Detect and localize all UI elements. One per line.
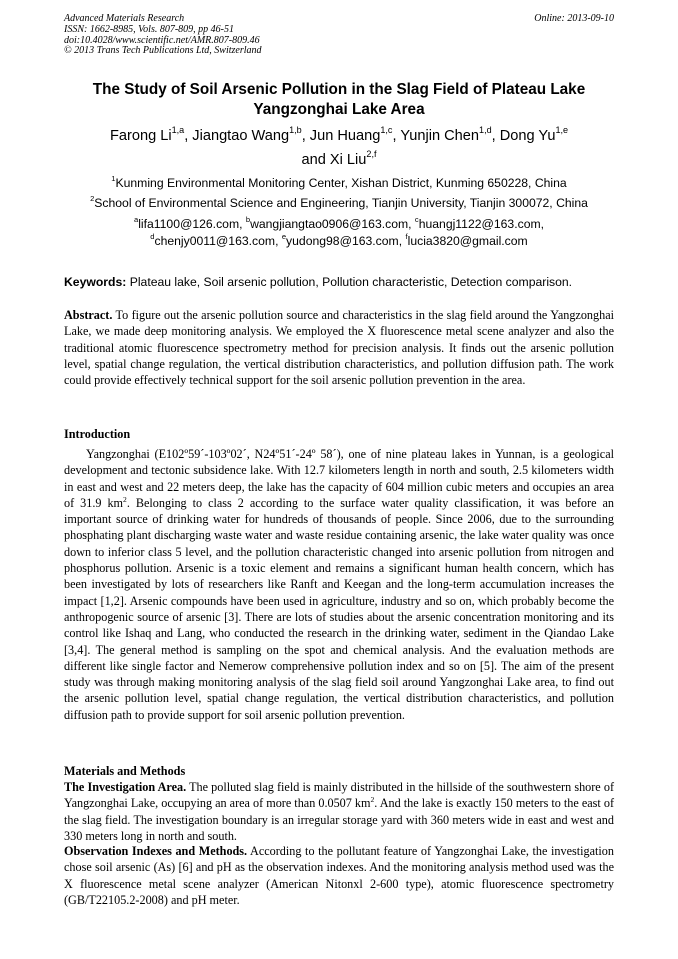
paper-title: The Study of Soil Arsenic Pollution in the Slag Field of Plateau Lake Yangzonghai Lake Area <box>92 81 586 118</box>
methods-heading: Materials and Methods <box>64 764 186 778</box>
copyright-line: © 2013 Trans Tech Publications Ltd, Switzerland <box>64 45 262 57</box>
author: Jun Huang$^{1,c}$, <box>309 125 401 144</box>
email-link[interactable]: $^a$lifa1100@126.com <box>133 215 240 231</box>
doi-line: doi:10.4028/www.scientific.net/AMR.807-809.46 <box>64 34 260 46</box>
introduction-paragraph: Yangzonghai (E102º59´-103º02´, N24º51´-24º 58´), one of nine plateau lakes in Yunnan, is a geological development and tectonic subsidence lake. With 12.7 kilometers length in north and south, 2.5 kilometers width in east and west and 22 meters deep, the lake has the capacity of 604 million cubic meters and occupies an area of 31.9 $km^2$. Belonging to class 2 according to the surface water quality classification, it was before an important source of drinking water for hundreds of thousands of people. Since 2006, due to the surrounding phosphating plant discharging waste water and waste residue containing arsenic, the lake water quality was once down to inferior class 5 level, and the pollution characteristic changed into arsenic pollution from nitrogen and phosphorus pollution. Arsenic is a toxic element and remains a significant human health concern, which has been investigated by lots of researchers like Ranft and Keegan and the long-term accumulation increases the impact [1,2]. Arsenic compounds have been used in agriculture, industry and so on, which probably become the anthropogenic source of arsenic [3]. There are lots of studies about the arsenic concentration monitoring and its control like Ishaq and Lang, who conducted the research in the drinking water, sediment in the Qiandao Lake [3,4]. The general method is sampling on the spot and chemical analysis. And the evaluation methods are different like single factor and Nemerow comprehensive pollution index and so on [5]. The aim of the present study was through making monitoring analysis of the slag field soil around Yangzonghai Lake area, to find out the arsenic pollution level, spatial change regulation, the vertical distribution characteristics, and pollution diffusion path to provide support for soil arsenic pollution prevention. <box>64 447 614 722</box>
email-link[interactable]: $^d$chenjy0011@163.com <box>150 232 276 248</box>
keywords-text: Plateau lake, Soil arsenic pollution, Pollution characteristic, Detection comparison. <box>126 275 573 289</box>
issn-line: ISSN: 1662-8985, Vols. 807-809, pp 46-51 <box>64 23 234 35</box>
affiliation-2: $^2$School of Environmental Science and Engineering, Tianjin University, Tianjin 300072, China <box>90 194 588 210</box>
email-link[interactable]: $^c$huangj1122@163.com <box>414 215 541 231</box>
keywords-label: Keywords: <box>64 275 127 289</box>
abstract <box>64 307 614 388</box>
investigation-area-label: The Investigation Area. <box>64 780 187 794</box>
author: Yunjin Chen$^{1,d}$, <box>400 125 500 144</box>
abstract-label: Abstract. <box>64 308 113 322</box>
author: and Xi Liu$^{2,f}$ <box>301 149 377 168</box>
author: Jiangtao Wang$^{1,b}$, <box>192 125 310 144</box>
journal-header <box>64 14 262 57</box>
author: Dong Yu$^{1,e}$ <box>499 125 569 144</box>
keywords <box>64 274 624 290</box>
observation-label: Observation Indexes and Methods. <box>64 844 248 858</box>
abstract-text: To figure out the arsenic pollution source and characteristics in the slag field around the Yangzonghai Lake, we made deep monitoring analysis. We employed the X fluorescence metal scene analyzer and also the traditional atomic fluorescence spectrometry method for precision analysis. It finds out the arsenic pollution level, spatial change regulation, the vertical distribution characteristics, and pollution diffusion path. The work could provide effectively technical support for the soil arsenic pollution prevention in the area. <box>64 308 614 388</box>
email-list: $^a$lifa1100@126.com, $^b$wangjiangtao0906@163.com, $^c$huangj1122@163.com, $^d$chenjy0011@163.com, $^e$yudong98@163.com, $^f$lucia3820@gmail.com <box>133 215 545 248</box>
author: Farong Li$^{1,a}$, <box>109 125 193 144</box>
email-link[interactable]: $^f$lucia3820@gmail.com <box>405 232 528 248</box>
author-list <box>60 124 618 172</box>
affiliation-1: $^1$Kunming Environmental Monitoring Center, Xishan District, Kunming 650228, China <box>111 174 567 190</box>
email-link[interactable]: $^e$yudong98@163.com <box>281 232 399 248</box>
observation-paragraph: Observation Indexes and Methods. According to the pollutant feature of Yangzonghai Lake, the investigation chose soil arsenic (As) [6] and pH as the observation indexes. And the monitoring analysis method used was the X fluorescence metal scene analyzer (American Nitonxl 2-600 type), atomic fluorescence spectrometry (GB/T22105.2-2008) and pH meter. <box>64 844 614 907</box>
introduction-heading: Introduction <box>64 427 131 441</box>
online-date: Online: 2013-09-10 <box>534 13 614 24</box>
journal-name: Advanced Materials Research <box>64 13 185 24</box>
email-link[interactable]: $^b$wangjiangtao0906@163.com <box>245 215 409 231</box>
investigation-area-paragraph: The Investigation Area. The polluted slag field is mainly distributed in the hillside of the southwestern shore of Yangzonghai Lake, occupying an area of more than 0.0507 $km^2$. And the lake is exactly 150 meters to the east of the slag field. The investigation boundary is an irregular storage yard with 360 meters wide in east and west and 330 meters long in north and south. <box>64 780 615 843</box>
